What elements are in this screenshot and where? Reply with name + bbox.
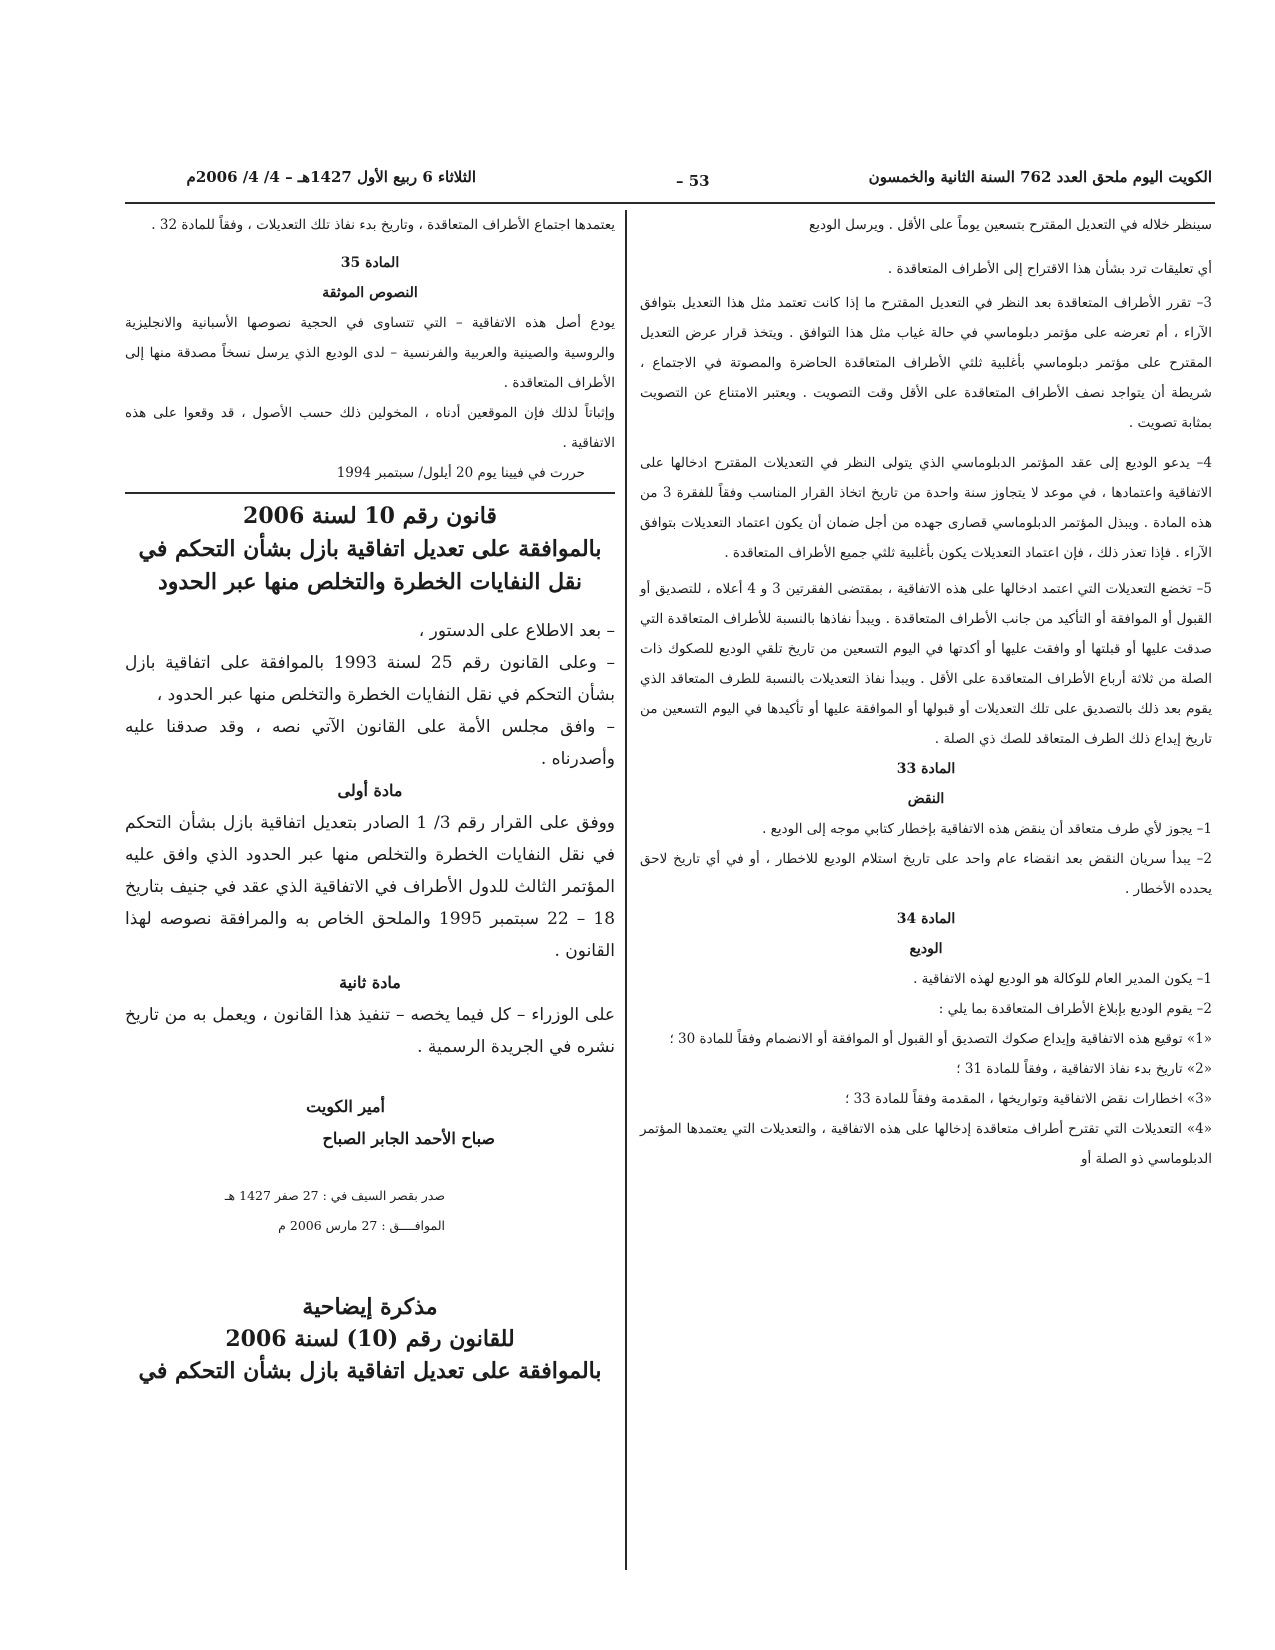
article-title: النصوص الموثقة — [322, 285, 418, 301]
right-column — [640, 210, 1212, 1174]
list-item: «3» اخطارات نقض الاتفاقية وتواريخها ، المقدمة وفقاً للمادة 33 ؛ — [844, 1091, 1212, 1107]
paragraph: 1– يكون المدير العام للوكالة هو الوديع لهذه الاتفاقية . — [913, 971, 1212, 987]
header-rule — [125, 202, 1215, 204]
paragraph: 4– يدعو الوديع إلى عقد المؤتمر الدبلوماسي الذي يتولى النظر في التعديلات المقترح ادخالها على الاتفاقية واعتمادها ، في موعد لا يتجاوز سنة واحدة من تاريخ اتخاذ القرار المناسب وفقاً للفقرة 3 من هذه المادة . ويبذل المؤتمر الدبلوماسي قصارى جهده من أجل ضمان أن يكون اعتماد التعديلات بتوافق الآراء . فإذا تعذر ذلك ، فإن اعتماد التعديلات يكون بأغلبية ثلثي جميع الأطراف المتعاقدة . — [640, 455, 1212, 561]
paragraph: 2– يبدأ سريان النقض بعد انقضاء عام واحد على تاريخ استلام الوديع للاخطار ، أو في أي تاريخ لاحق يحدده الأخطار . — [640, 851, 1212, 897]
article-number: المادة 33 — [896, 761, 956, 777]
memo-title: للقانون رقم (10) لسنة 2006 — [225, 1326, 515, 1352]
header-page-number: 53 – — [676, 172, 710, 190]
section-divider — [125, 492, 615, 494]
paragraph: 5– تخضع التعديلات التي اعتمد ادخالها على هذه الاتفاقية ، بمقتضى الفقرتين 3 و 4 أعلاه ، للتصديق أو القبول أو الموافقة أو التأكيد من جانب الأطراف المتعاقدة . ويبدأ نفاذها بالنسبة للأطراف المتعاقدة التي صدقت عليها أو قبلتها أو وافقت عليها أو أكدتها في اليوم التسعين من تاريخ تلقي الوديع للصكوك ذات الصلة من ثلاثة أرباع الأطراف المتعاقدة على الأقل . ويبدأ نفاذ التعديلات بالنسبة للطرف المتعاقد الذي يقوم بعد ذلك بالتصديق على تلك التعديلات أو قبولها أو الموافقة عليها أو تأكيدها في اليوم التسعين من تاريخ إيداع ذلك الطرف المتعاقد للصك ذي الصلة . — [640, 581, 1212, 747]
column-separator — [625, 210, 627, 1570]
memo-title: بالموافقة على تعديل اتفاقية بازل بشأن التحكم في — [138, 1358, 602, 1384]
signing-place-date: حررت في فيينا يوم 20 أيلول/ سبتمبر 1994 — [336, 465, 585, 481]
article-number: المادة 34 — [896, 911, 956, 927]
paragraph: على الوزراء – كل فيما يخصه – تنفيذ هذا القانون ، ويعمل به من تاريخ نشره في الجريدة الرسمية . — [125, 1005, 615, 1057]
signatory-name: صباح الأحمد الجابر الصباح — [322, 1129, 495, 1148]
paragraph: أي تعليقات ترد بشأن هذا الاقتراح إلى الأطراف المتعاقدة . — [887, 261, 1212, 277]
law-title: نقل النفايات الخطرة والتخلص منها عبر الحدود — [157, 569, 583, 595]
paragraph: وإثباتاً لذلك فإن الموقعين أدناه ، المخولين ذلك حسب الأصول ، قد وقعوا على هذه الاتفاقية . — [125, 405, 615, 451]
signatory-title: أمير الكويت — [306, 1097, 385, 1116]
law-title: قانون رقم 10 لسنة 2006 — [243, 503, 497, 529]
left-column — [125, 210, 615, 1387]
law-title: بالموافقة على تعديل اتفاقية بازل بشأن التحكم في — [138, 536, 602, 562]
issued-date-gregorian: الموافــــق : 27 مارس 2006 م — [278, 1218, 445, 1233]
paragraph: يودع أصل هذه الاتفاقية – التي تتساوى في الحجية نصوصها الأسبانية والانجليزية والروسية والصينية والعربية والفرنسية – لدى الوديع الذي يرسل نسخاً مصدقة منها إلى الأطراف المتعاقدة . — [125, 315, 615, 391]
issued-date-hijri: صدر بقصر السيف في : 27 صفر 1427 هـ — [224, 1188, 445, 1203]
header-publication: الكويت اليوم ملحق العدد 762 السنة الثانية والخمسون — [868, 168, 1212, 186]
paragraph: ووفق على القرار رقم 3/ 1 الصادر بتعديل اتفاقية بازل بشأن التحكم في نقل النفايات الخطرة والتخلص منها عبر الحدود الذي وافق عليه المؤتمر الثالث للدول الأطراف في الاتفاقية الذي عقد في جنيف بتاريخ 18 – 22 سبتمبر 1995 والملحق الخاص به والمرافقة نصوصه لهذا القانون . — [125, 813, 616, 961]
list-item: «1» توقيع هذه الاتفاقية وإيداع صكوك التصديق أو القبول أو الموافقة أو الانضمام وفقاً للمادة 30 ؛ — [669, 1031, 1212, 1047]
article-title: مادة أولى — [337, 781, 403, 800]
paragraph: 3– تقرر الأطراف المتعاقدة بعد النظر في التعديل المقترح ما إذا كانت تعتمد مثل هذا التعديل بتوافق الآراء ، أم تعرضه على مؤتمر دبلوماسي في حالة غياب مثل هذا التوافق . ويتخذ قرار عرض التعديل المقترح على مؤتمر دبلوماسي بأغلبية ثلثي الأطراف المتعاقدة الحاضرة والمصوتة في الاجتماع ، شريطة أن يتواجد نصف الأطراف المتعاقدة على الأقل وقت التصويت . ويعتبر الامتناع عن التصويت بمثابة تصويت . — [640, 295, 1212, 431]
preamble-line: – وافق مجلس الأمة على القانون الآتي نصه ، وقد صدقنا عليه وأصدرناه . — [125, 717, 615, 769]
article-number: المادة 35 — [340, 255, 400, 271]
list-item: «2» تاريخ بدء نفاذ الاتفاقية ، وفقاً للمادة 31 ؛ — [956, 1061, 1212, 1077]
preamble-line: – وعلى القانون رقم 25 لسنة 1993 بالموافقة على اتفاقية بازل بشأن التحكم في نقل النفايات الخطرة والتخلص منها عبر الحدود ، — [125, 653, 615, 705]
paragraph: يعتمدها اجتماع الأطراف المتعاقدة ، وتاريخ بدء نفاذ تلك التعديلات ، وفقاً للمادة 32 . — [151, 217, 615, 233]
paragraph: 1– يجوز لأي طرف متعاقد أن ينقض هذه الاتفاقية بإخطار كتابي موجه إلى الوديع . — [762, 821, 1212, 837]
article-title: الوديع — [909, 941, 943, 957]
preamble-line: – بعد الاطلاع على الدستور ، — [418, 621, 615, 641]
article-title: النقض — [907, 791, 945, 807]
header-date: الثلاثاء 6 ربيع الأول 1427هـ – 4/ 4/ 2006م — [186, 168, 476, 186]
memo-title: مذكرة إيضاحية — [302, 1294, 438, 1320]
paragraph: سينظر خلاله في التعديل المقترح بتسعين يوماً على الأقل . ويرسل الوديع — [809, 217, 1212, 233]
list-item: «4» التعديلات التي تقترح أطراف متعاقدة إدخالها على هذه الاتفاقية ، والتعديلات التي يعتمدها المؤتمر الدبلوماسي ذو الصلة أو — [640, 1121, 1212, 1167]
article-title: مادة ثانية — [339, 973, 401, 992]
paragraph: 2– يقوم الوديع بإبلاغ الأطراف المتعاقدة بما يلي : — [938, 1001, 1212, 1017]
